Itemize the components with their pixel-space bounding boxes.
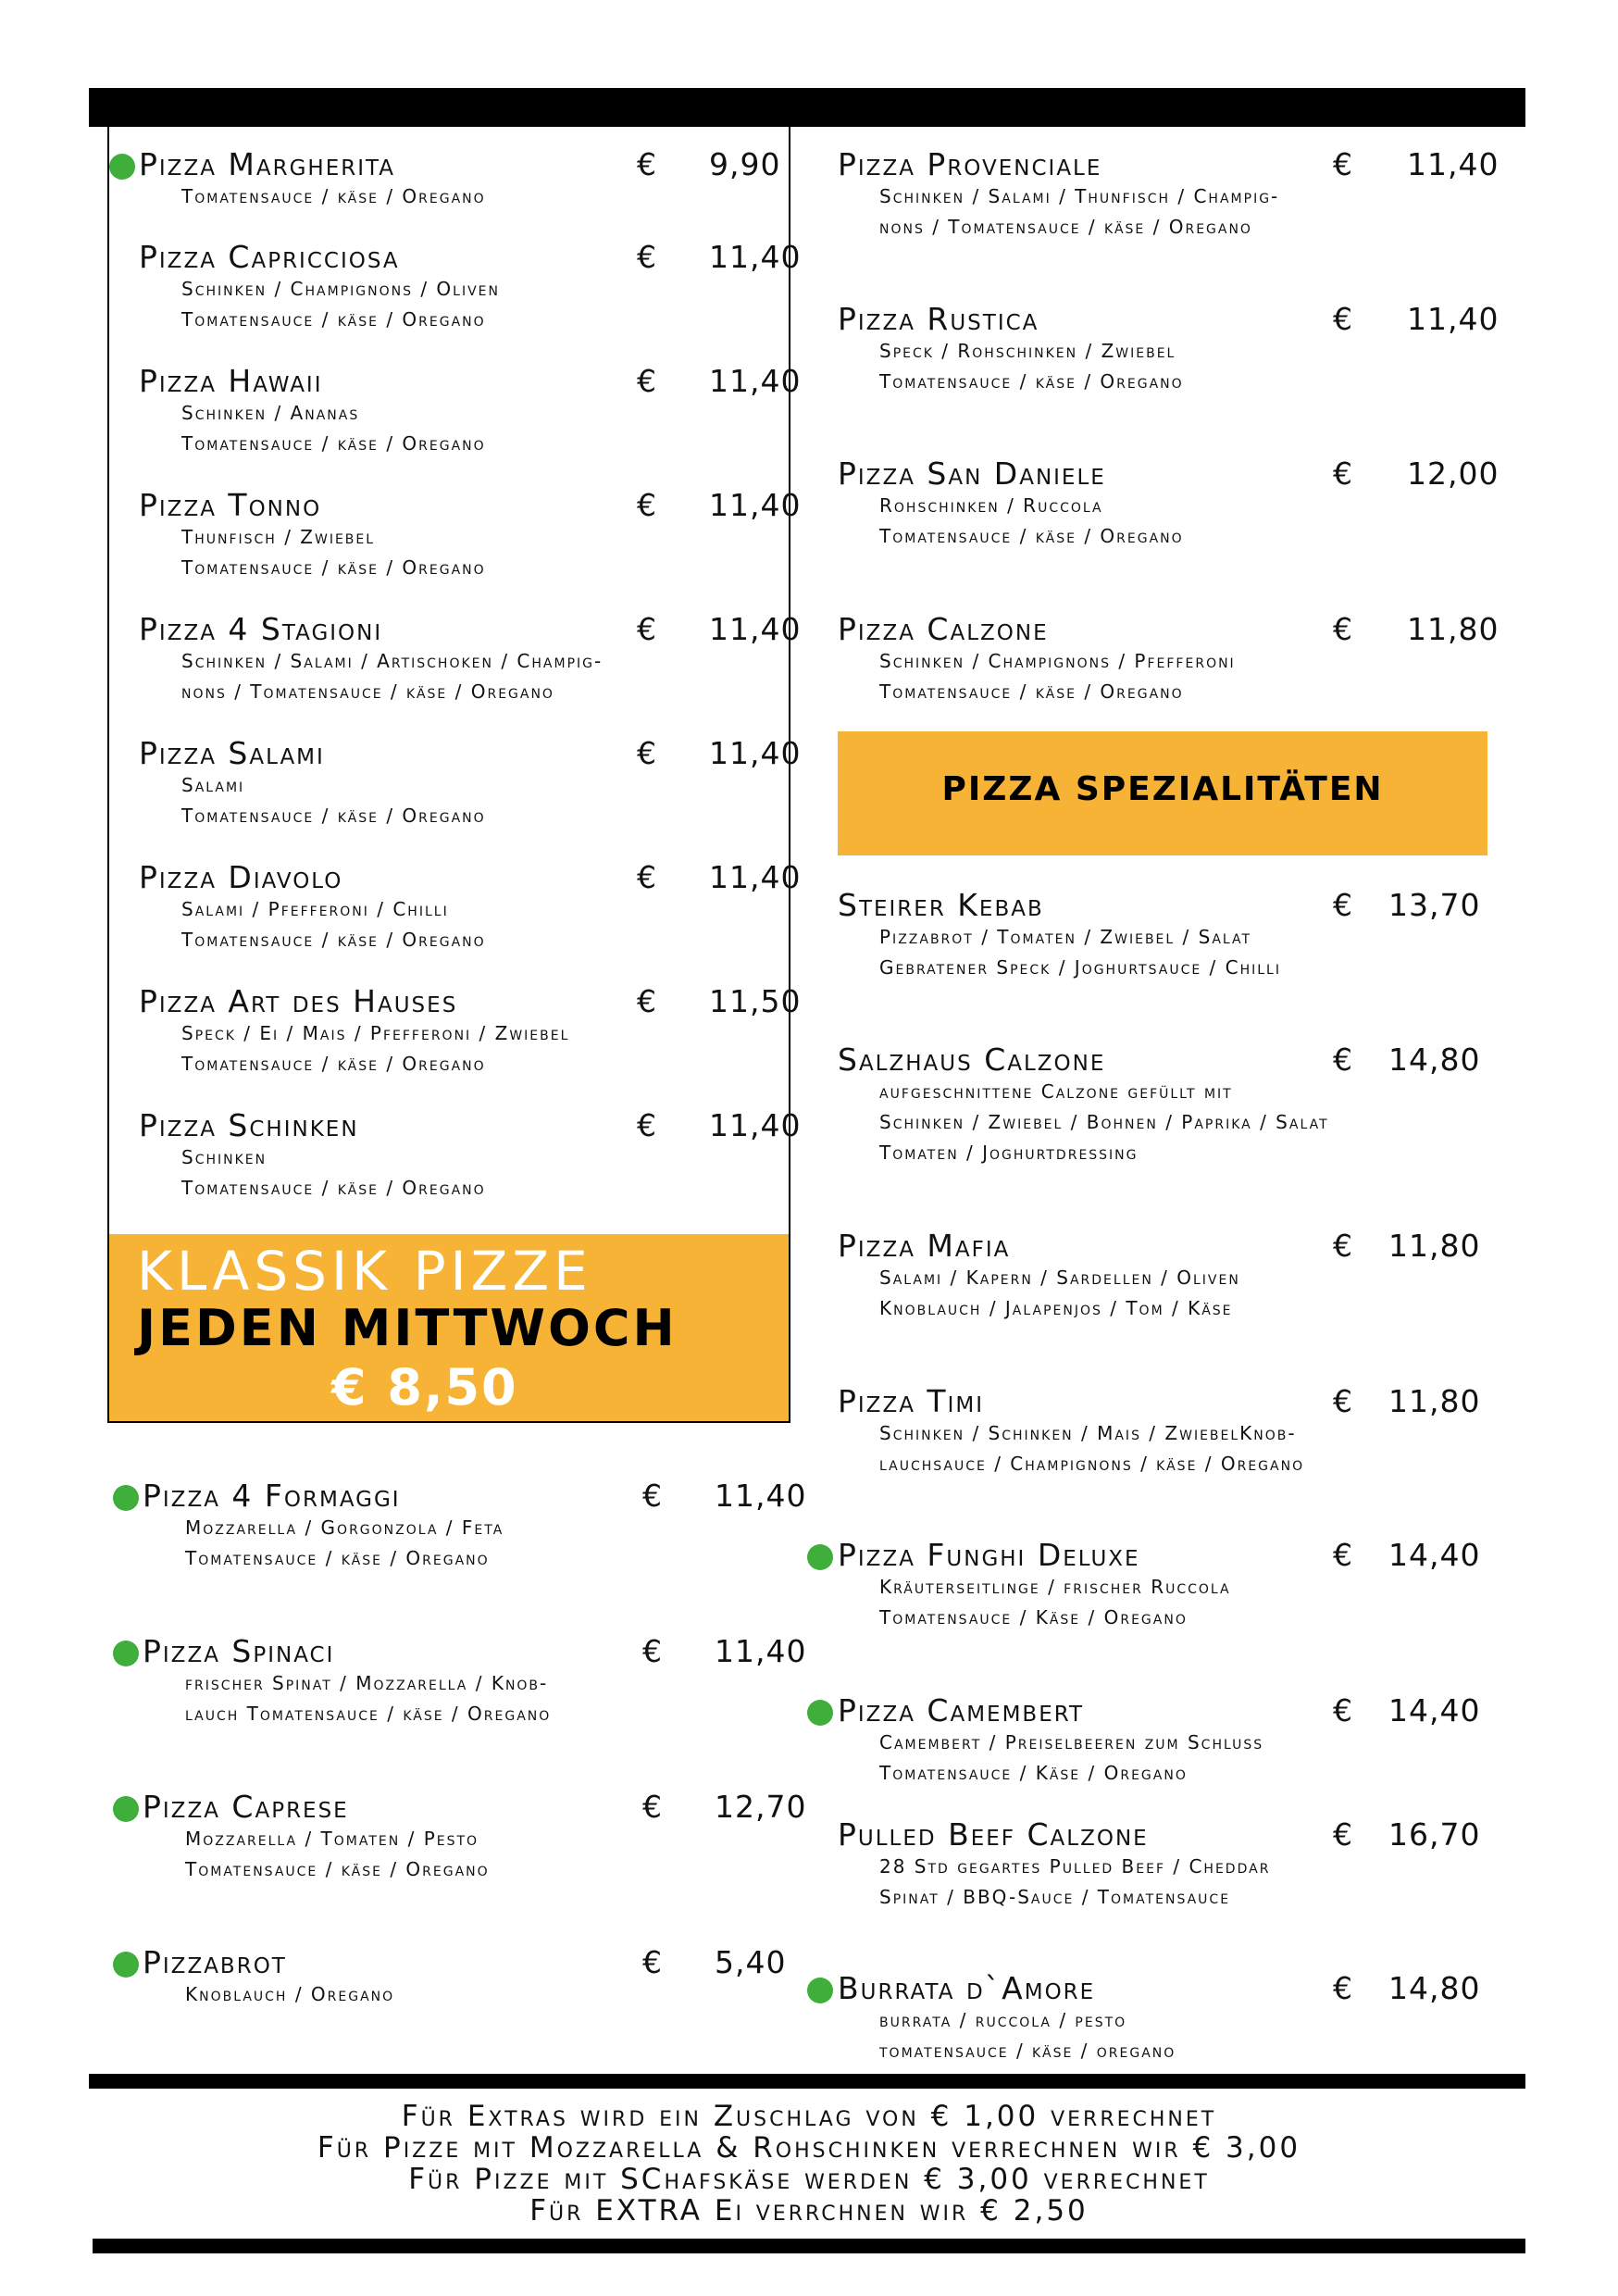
item-description: Tomatensauce / käse / Oregano [181, 805, 486, 827]
item-description: Gebratener Speck / Joghurtsauce / Chilli [879, 956, 1281, 979]
item-name: Pulled Beef Calzone [838, 1816, 1149, 1853]
footer-bottom-bar [93, 2239, 1525, 2253]
item-price: 11,40 [709, 363, 802, 399]
promo-box [109, 1234, 789, 1421]
green-dot-icon [807, 1544, 833, 1570]
item-description: Tomatensauce / käse / Oregano [181, 432, 486, 455]
item-price: 11,40 [715, 1633, 807, 1669]
item-name: Pizzabrot [143, 1944, 287, 1980]
item-price: 11,80 [1388, 1383, 1481, 1419]
item-name: Pizza Provenciale [838, 146, 1102, 182]
item-description: Tomatensauce / käse / Oregano [181, 1177, 486, 1199]
item-description: Tomatensauce / käse / Oregano [879, 370, 1184, 393]
item-name: Pizza 4 Formaggi [143, 1478, 401, 1514]
specials-banner [838, 731, 1487, 855]
currency-symbol: € [642, 1944, 662, 1980]
item-description: burrata / ruccola / pesto [879, 2009, 1127, 2031]
green-dot-icon [807, 1978, 833, 2003]
item-price: 11,40 [709, 735, 802, 771]
item-description: Mozzarella / Gorgonzola / Feta [185, 1516, 504, 1539]
item-name: Pizza Caprese [143, 1789, 349, 1825]
item-name: Pizza Rustica [838, 301, 1039, 337]
currency-symbol: € [642, 1789, 662, 1825]
item-description: Speck / Ei / Mais / Pfefferoni / Zwiebel [181, 1022, 570, 1044]
item-description: Schinken / Zwiebel / Bohnen / Paprika / Salat [879, 1111, 1329, 1133]
currency-symbol: € [1333, 455, 1352, 492]
item-description: Tomatensauce / käse / Oregano [185, 1547, 490, 1569]
currency-symbol: € [637, 363, 656, 399]
item-price: 11,40 [709, 239, 802, 275]
item-description: Tomatensauce / Käse / Oregano [879, 1762, 1188, 1784]
footer-note: Für Pizze mit Mozzarella & Rohschinken verrechnen wir € 3,00 [317, 2131, 1301, 2165]
currency-symbol: € [637, 146, 656, 182]
item-description: Tomatensauce / käse / Oregano [185, 1858, 490, 1880]
item-description: Tomatensauce / käse / Oregano [181, 929, 486, 951]
item-price: 11,50 [709, 983, 802, 1019]
item-price: 11,40 [715, 1478, 807, 1514]
item-price: 11,40 [1407, 301, 1500, 337]
currency-symbol: € [1333, 1816, 1352, 1853]
item-name: Pizza Hawaii [139, 363, 323, 399]
item-description: 28 Std gegartes Pulled Beef / Cheddar [879, 1855, 1271, 1878]
item-price: 11,40 [709, 1107, 802, 1143]
item-price: 14,80 [1388, 1042, 1481, 1078]
item-description: lauchsauce / Champignons / käse / Oregano [879, 1453, 1305, 1475]
item-description: Tomatensauce / käse / Oregano [181, 556, 486, 579]
item-price: 14,40 [1388, 1537, 1481, 1573]
currency-symbol: € [637, 487, 656, 523]
footer-note: Für EXTRA Ei verrchnen wir € 2,50 [529, 2194, 1089, 2227]
item-description: Speck / Rohschinken / Zwiebel [879, 340, 1176, 362]
currency-symbol: € [1333, 1692, 1352, 1728]
item-description: Knoblauch / Oregano [185, 1983, 395, 2005]
item-description: Schinken / Schinken / Mais / ZwiebelKnob- [879, 1422, 1297, 1444]
currency-symbol: € [1333, 301, 1352, 337]
item-name: Pizza Capricciosa [139, 239, 400, 275]
item-description: lauch Tomatensauce / käse / Oregano [185, 1703, 552, 1725]
item-description: Mozzarella / Tomaten / Pesto [185, 1828, 479, 1850]
currency-symbol: € [1333, 1383, 1352, 1419]
item-description: Salami [181, 774, 245, 796]
item-price: 11,40 [709, 611, 802, 647]
item-description: Schinken [181, 1146, 268, 1168]
specials-title: PIZZA SPEZIALITÄTEN [941, 770, 1384, 808]
currency-symbol: € [1333, 1970, 1352, 2006]
item-description: Tomaten / Joghurtdressing [879, 1142, 1139, 1164]
footer-note: Für Pizze mit SChafskäse werden € 3,00 verrechnet [408, 2163, 1210, 2196]
green-dot-icon [113, 1796, 139, 1822]
item-description: aufgeschnittene Calzone gefüllt mit [879, 1080, 1233, 1103]
item-description: Camembert / Preiselbeeren zum Schluss [879, 1731, 1264, 1753]
item-name: Pizza Spinaci [143, 1633, 335, 1669]
item-price: 11,40 [1407, 146, 1500, 182]
item-description: Schinken / Ananas [181, 402, 360, 424]
item-description: Schinken / Salami / Artischoken / Champig- [181, 650, 604, 672]
item-description: Spinat / BBQ-Sauce / Tomatensauce [879, 1886, 1231, 1908]
item-description: frischer Spinat / Mozzarella / Knob- [185, 1672, 549, 1694]
currency-symbol: € [637, 735, 656, 771]
item-name: Pizza Timi [838, 1383, 984, 1419]
green-dot-icon [109, 154, 135, 180]
item-price: 11,40 [709, 487, 802, 523]
item-name: Pizza Camembert [838, 1692, 1085, 1728]
currency-symbol: € [637, 1107, 656, 1143]
item-description: Pizzabrot / Tomaten / Zwiebel / Salat [879, 926, 1252, 948]
item-name: Pizza Mafia [838, 1228, 1011, 1264]
currency-symbol: € [1333, 1228, 1352, 1264]
item-price: 16,70 [1388, 1816, 1481, 1853]
item-price: 11,40 [709, 859, 802, 895]
item-description: Rohschinken / Ruccola [879, 494, 1103, 517]
item-description: Kräuterseitlinge / frischer Ruccola [879, 1576, 1231, 1598]
item-price: 11,80 [1407, 611, 1500, 647]
currency-symbol: € [1333, 611, 1352, 647]
item-name: Salzhaus Calzone [838, 1042, 1106, 1078]
promo-line-1: KLASSIK PIZZE [137, 1240, 592, 1303]
item-name: Pizza Art des Hauses [139, 983, 458, 1019]
promo-line-2: JEDEN MITTWOCH [137, 1299, 678, 1357]
currency-symbol: € [1333, 146, 1352, 182]
currency-symbol: € [637, 983, 656, 1019]
item-price: 14,80 [1388, 1970, 1481, 2006]
item-description: Tomatensauce / käse / Oregano [879, 680, 1184, 703]
item-name: Pizza Margherita [139, 146, 396, 182]
item-description: Thunfisch / Zwiebel [181, 526, 376, 548]
item-name: Pizza Schinken [139, 1107, 359, 1143]
item-name: Pizza 4 Stagioni [139, 611, 383, 647]
item-price: 11,80 [1388, 1228, 1481, 1264]
top-bar [89, 88, 1525, 127]
green-dot-icon [113, 1641, 139, 1666]
item-description: Schinken / Champignons / Oliven [181, 278, 500, 300]
currency-symbol: € [1333, 1042, 1352, 1078]
item-name: Steirer Kebab [838, 887, 1044, 923]
item-price: 14,40 [1388, 1692, 1481, 1728]
item-description: nons / Tomatensauce / käse / Oregano [879, 216, 1252, 238]
footer-top-bar [89, 2074, 1525, 2089]
item-description: Tomatensauce / käse / Oregano [879, 525, 1184, 547]
green-dot-icon [113, 1485, 139, 1511]
item-price: 5,40 [715, 1944, 787, 1980]
currency-symbol: € [637, 859, 656, 895]
item-price: 12,00 [1407, 455, 1500, 492]
currency-symbol: € [637, 611, 656, 647]
item-description: Tomatensauce / käse / Oregano [181, 308, 486, 331]
item-name: Pizza Diavolo [139, 859, 343, 895]
item-description: tomatensauce / käse / oregano [879, 2040, 1176, 2062]
item-description: Tomatensauce / Käse / Oregano [879, 1606, 1188, 1628]
item-description: Tomatensauce / käse / Oregano [181, 185, 486, 207]
item-description: Knoblauch / Jalapenjos / Tom / Käse [879, 1297, 1233, 1319]
item-name: Burrata d`Amore [838, 1970, 1096, 2006]
green-dot-icon [113, 1952, 139, 1978]
currency-symbol: € [637, 239, 656, 275]
item-name: Pizza Calzone [838, 611, 1049, 647]
item-description: Schinken / Salami / Thunfisch / Champig- [879, 185, 1280, 207]
item-description: Schinken / Champignons / Pfefferoni [879, 650, 1236, 672]
item-description: Tomatensauce / käse / Oregano [181, 1053, 486, 1075]
currency-symbol: € [642, 1633, 662, 1669]
item-description: Salami / Kapern / Sardellen / Oliven [879, 1267, 1240, 1289]
item-name: Pizza Tonno [139, 487, 322, 523]
promo-price: € 8,50 [331, 1358, 518, 1416]
currency-symbol: € [1333, 1537, 1352, 1573]
item-price: 12,70 [715, 1789, 807, 1825]
green-dot-icon [807, 1700, 833, 1726]
item-price: 13,70 [1388, 887, 1481, 923]
item-description: nons / Tomatensauce / käse / Oregano [181, 680, 554, 703]
currency-symbol: € [642, 1478, 662, 1514]
footer-note: Für Extras wird ein Zuschlag von € 1,00 verrechnet [401, 2100, 1217, 2133]
item-description: Salami / Pfefferoni / Chilli [181, 898, 449, 920]
item-name: Pizza Salami [139, 735, 325, 771]
item-name: Pizza San Daniele [838, 455, 1106, 492]
currency-symbol: € [1333, 887, 1352, 923]
item-price: 9,90 [709, 146, 781, 182]
item-name: Pizza Funghi Deluxe [838, 1537, 1140, 1573]
